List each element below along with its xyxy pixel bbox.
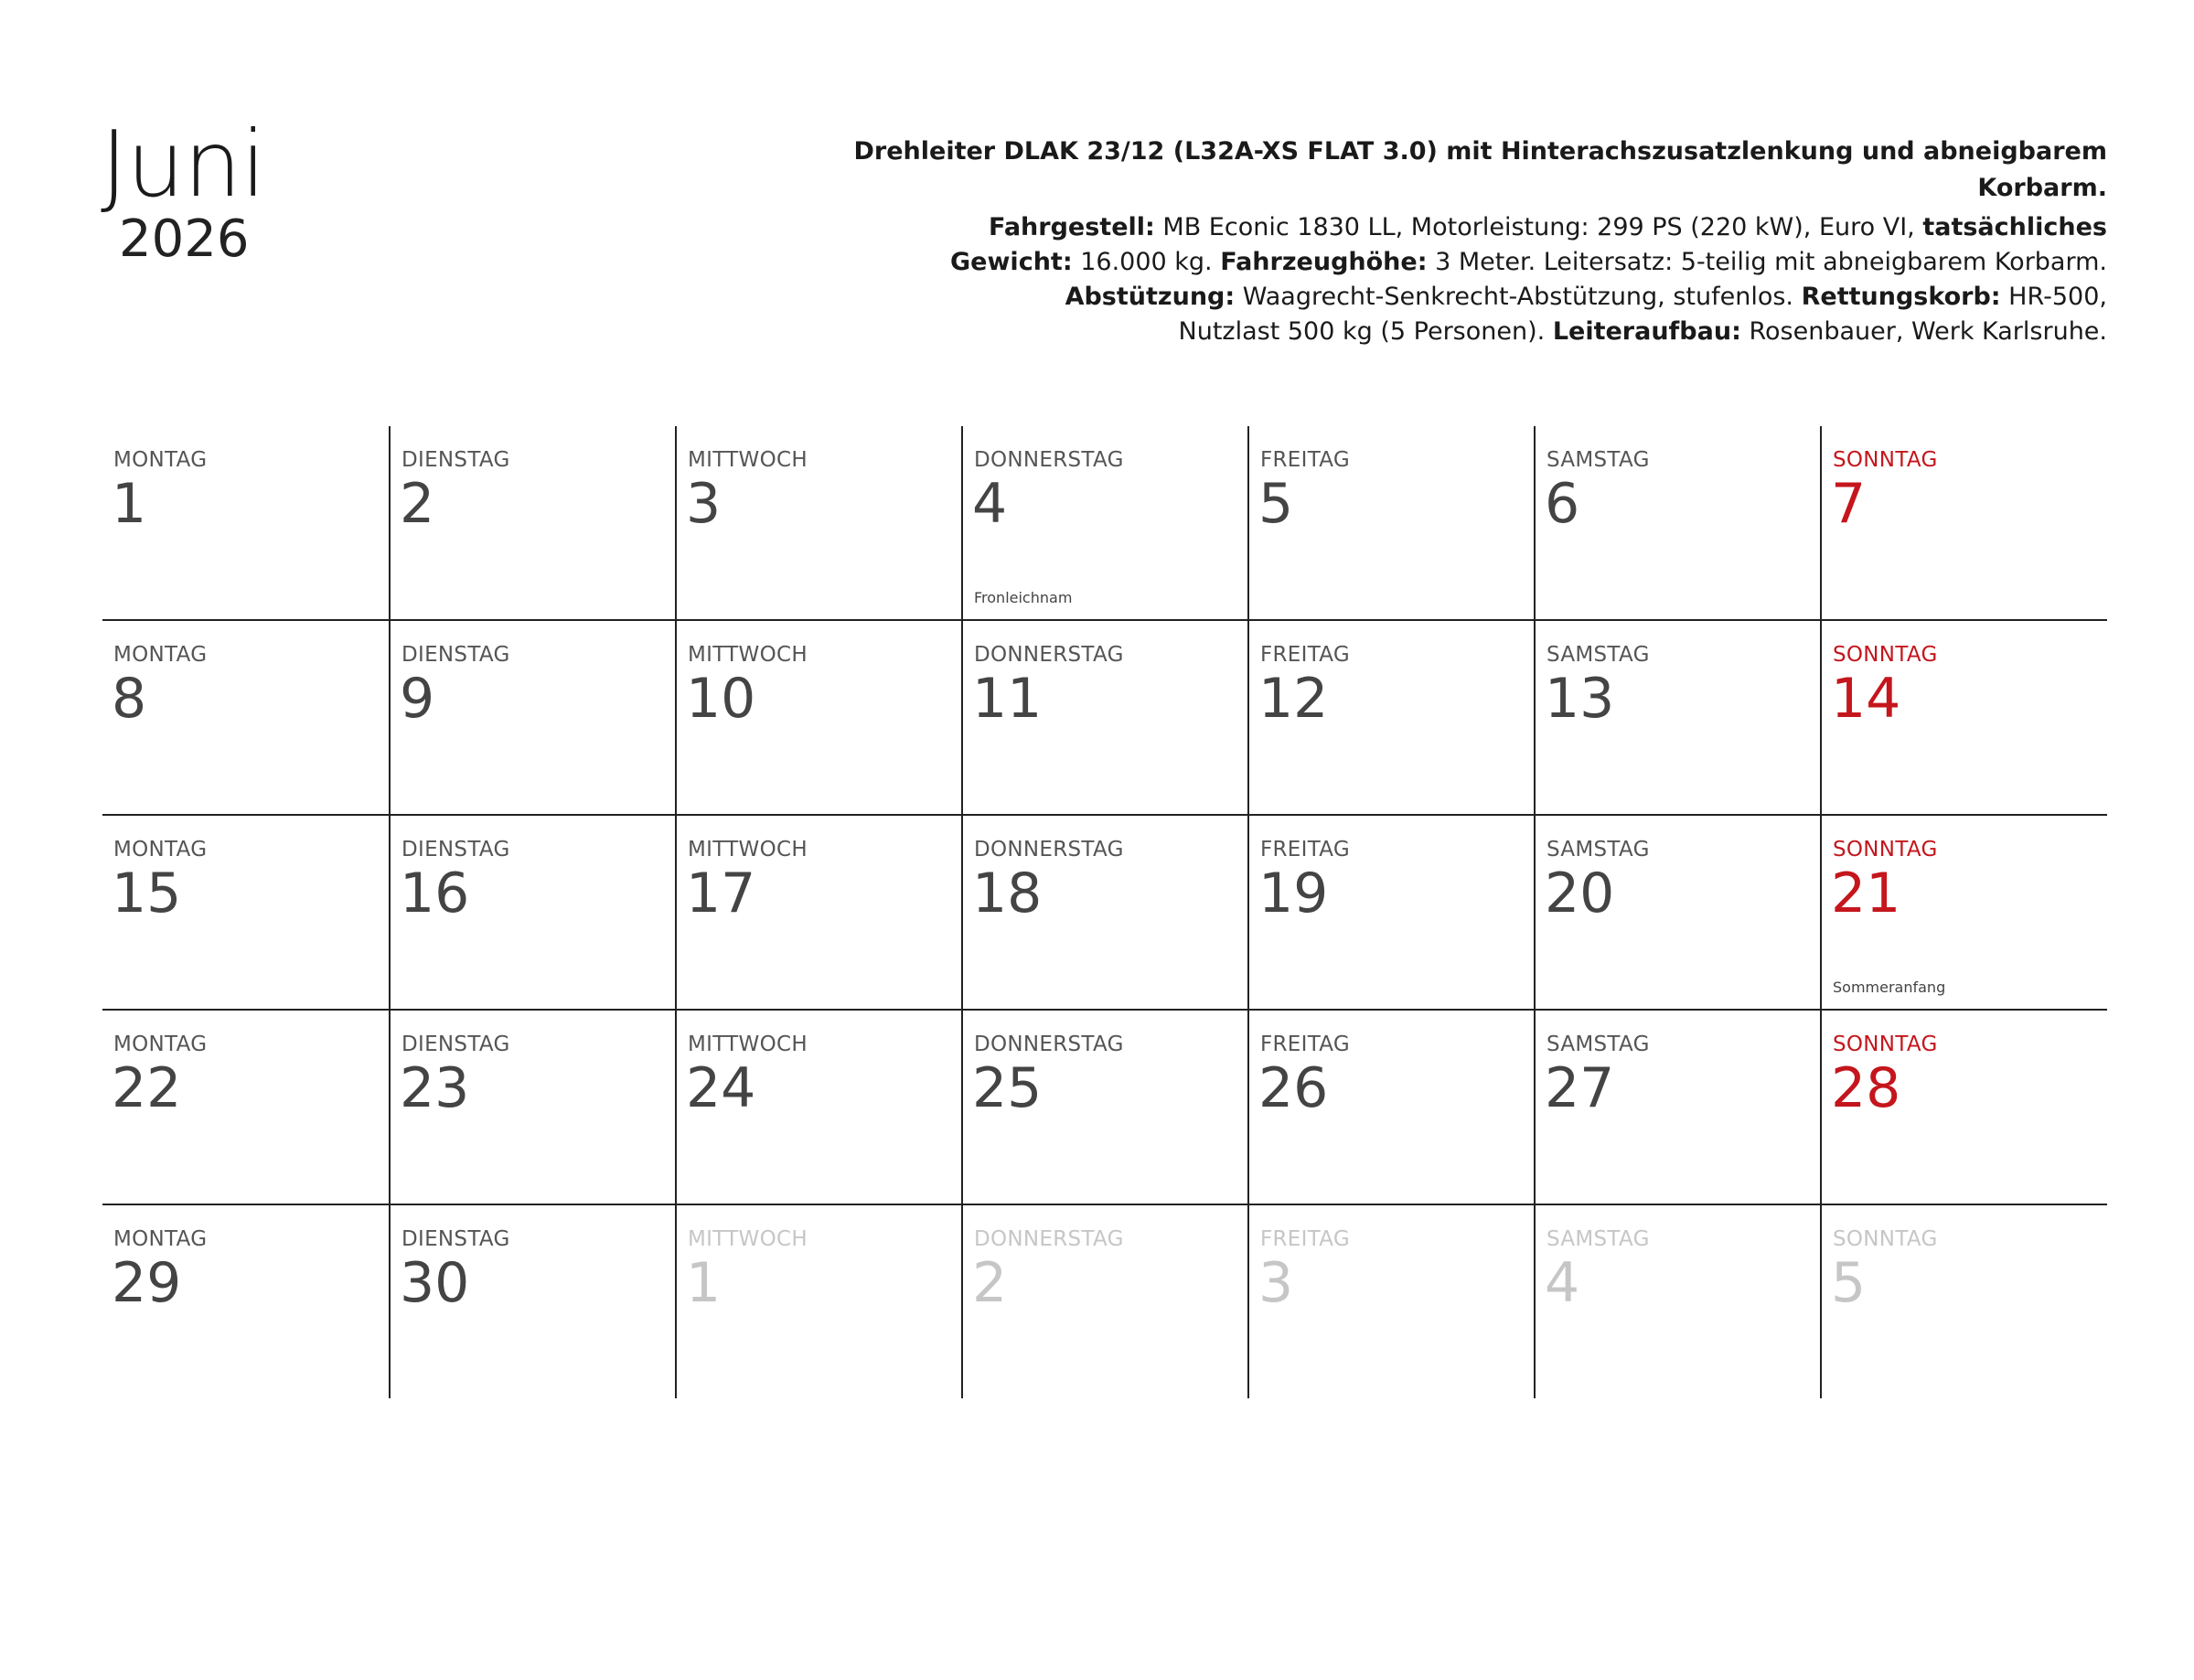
day-number: 25 (972, 1056, 1043, 1120)
weekday-label: MONTAG (113, 1033, 208, 1056)
day-cell (389, 816, 675, 1009)
day-cell (675, 621, 961, 814)
day-number: 4 (1545, 1251, 1580, 1315)
weekday-label: SONNTAG (1833, 838, 1938, 861)
week-row (102, 619, 2107, 814)
day-number: 14 (1831, 667, 1901, 731)
weekday-label: FREITAG (1260, 448, 1351, 472)
day-cell (1247, 1205, 1534, 1398)
weekday-label: MONTAG (113, 838, 208, 861)
day-cell (102, 816, 389, 1009)
day-cell (961, 816, 1247, 1009)
weekday-label: MITTWOCH (688, 838, 808, 861)
weekday-label: SAMSTAG (1547, 1227, 1650, 1251)
year-label: 2026 (119, 209, 250, 269)
vehicle-description (735, 134, 2107, 349)
weekday-label: FREITAG (1260, 838, 1351, 861)
weekday-label: SONNTAG (1833, 448, 1938, 472)
description-label: Fahrzeughöhe: (1220, 248, 1428, 276)
day-cell (675, 426, 961, 619)
weekday-label: DONNERSTAG (974, 1227, 1124, 1251)
day-cell (1820, 1011, 2106, 1204)
weekday-label: DONNERSTAG (974, 643, 1124, 667)
day-number: 17 (686, 861, 756, 926)
week-row (102, 426, 2107, 619)
day-cell (102, 426, 389, 619)
day-cell (1820, 816, 2106, 1009)
day-number: 22 (112, 1056, 182, 1120)
day-number: 7 (1831, 472, 1867, 536)
day-cell (961, 426, 1247, 619)
weekday-label: MITTWOCH (688, 1227, 808, 1251)
day-cell (961, 1205, 1247, 1398)
day-cell (675, 816, 961, 1009)
description-line (735, 210, 2107, 245)
day-cell (675, 1011, 961, 1204)
day-cell (1820, 426, 2106, 619)
day-cell (389, 1205, 675, 1398)
day-number: 18 (972, 861, 1043, 926)
weekday-label: MITTWOCH (688, 1033, 808, 1056)
day-cell (389, 426, 675, 619)
week-row (102, 1204, 2107, 1398)
day-number: 19 (1258, 861, 1329, 926)
day-cell (389, 1011, 675, 1204)
description-label: Rettungskorb: (1801, 283, 2001, 311)
description-line (735, 280, 2107, 315)
day-number: 26 (1258, 1056, 1329, 1120)
day-cell (1247, 621, 1534, 814)
day-cell (1534, 1205, 1820, 1398)
description-text: 16.000 kg. (1072, 248, 1221, 276)
day-cell (1534, 816, 1820, 1009)
weekday-label: SAMSTAG (1547, 448, 1650, 472)
description-line (735, 315, 2107, 349)
day-number: 23 (400, 1056, 470, 1120)
weekday-label: DONNERSTAG (974, 1033, 1124, 1056)
day-number: 29 (112, 1251, 182, 1315)
week-row (102, 1009, 2107, 1204)
weekday-label: SAMSTAG (1547, 838, 1650, 861)
day-number: 12 (1258, 667, 1329, 731)
day-number: 11 (972, 667, 1043, 731)
description-line (735, 245, 2107, 280)
holiday-note: Fronleichnam (974, 589, 1073, 606)
day-number: 1 (686, 1251, 722, 1315)
description-label: Abstützung: (1065, 283, 1236, 311)
weekday-label: MONTAG (113, 1227, 208, 1251)
day-cell (102, 1011, 389, 1204)
day-number: 27 (1545, 1056, 1615, 1120)
weekday-label: MITTWOCH (688, 643, 808, 667)
day-number: 10 (686, 667, 756, 731)
weekday-label: SONNTAG (1833, 643, 1938, 667)
day-cell (1820, 621, 2106, 814)
month-title: Juni (101, 111, 266, 218)
week-row (102, 814, 2107, 1009)
day-cell (102, 1205, 389, 1398)
description-text: Waagrecht-Senkrecht-Abstützung, stufenlos. (1235, 283, 1802, 311)
day-number: 2 (972, 1251, 1008, 1315)
description-text: Rosenbauer, Werk Karlsruhe. (1740, 317, 2107, 346)
description-label: Fahrgestell: (988, 213, 1155, 241)
weekday-label: MITTWOCH (688, 448, 808, 472)
month-grid (102, 426, 2107, 1398)
day-cell (1534, 1011, 1820, 1204)
day-cell (1820, 1205, 2106, 1398)
day-cell (675, 1205, 961, 1398)
day-cell (1247, 1011, 1534, 1204)
day-number: 20 (1545, 861, 1615, 926)
description-label: tatsächliches (1922, 213, 2107, 241)
day-number: 9 (400, 667, 435, 731)
weekday-label: DIENSTAG (401, 1033, 510, 1056)
weekday-label: SONNTAG (1833, 1227, 1938, 1251)
day-number: 1 (112, 472, 147, 536)
weekday-label: DIENSTAG (401, 448, 510, 472)
description-label: Gewicht: (950, 248, 1073, 276)
weekday-label: DONNERSTAG (974, 838, 1124, 861)
weekday-label: MONTAG (113, 448, 208, 472)
weekday-label: DONNERSTAG (974, 448, 1124, 472)
day-number: 8 (112, 667, 147, 731)
weekday-label: MONTAG (113, 643, 208, 667)
day-cell (1247, 816, 1534, 1009)
weekday-label: DIENSTAG (401, 643, 510, 667)
weekday-label: FREITAG (1260, 643, 1351, 667)
description-text: HR-500, (2000, 283, 2107, 311)
day-number: 3 (1258, 1251, 1294, 1315)
day-number: 5 (1258, 472, 1294, 536)
weekday-label: SAMSTAG (1547, 1033, 1650, 1056)
day-cell (389, 621, 675, 814)
description-text: MB Econic 1830 LL, Motorleistung: 299 PS (220 kW), Euro VI, (1154, 213, 1923, 241)
day-number: 2 (400, 472, 435, 536)
day-number: 5 (1831, 1251, 1867, 1315)
day-cell (1247, 426, 1534, 619)
weekday-label: FREITAG (1260, 1033, 1351, 1056)
holiday-note: Sommeranfang (1833, 979, 1946, 996)
day-cell (1534, 426, 1820, 619)
day-cell (1534, 621, 1820, 814)
day-number: 13 (1545, 667, 1615, 731)
day-cell (961, 1011, 1247, 1204)
day-number: 4 (972, 472, 1008, 536)
day-cell (961, 621, 1247, 814)
day-number: 6 (1545, 472, 1580, 536)
day-number: 24 (686, 1056, 756, 1120)
vehicle-title: Drehleiter DLAK 23/12 (L32A-XS FLAT 3.0) mit Hinterachszusatzlenkung und abneigbarem Korbarm. (853, 137, 2107, 202)
weekday-label: SONNTAG (1833, 1033, 1938, 1056)
weekday-label: SAMSTAG (1547, 643, 1650, 667)
day-cell (102, 621, 389, 814)
day-number: 3 (686, 472, 722, 536)
day-number: 30 (400, 1251, 470, 1315)
day-number: 28 (1831, 1056, 1901, 1120)
description-text: 3 Meter. Leitersatz: 5-teilig mit abneigbarem Korbarm. (1427, 248, 2107, 276)
description-text: Nutzlast 500 kg (5 Personen). (1178, 317, 1553, 346)
weekday-label: FREITAG (1260, 1227, 1351, 1251)
day-number: 15 (112, 861, 182, 926)
day-number: 16 (400, 861, 470, 926)
weekday-label: DIENSTAG (401, 1227, 510, 1251)
description-label: Leiteraufbau: (1552, 317, 1741, 346)
day-number: 21 (1831, 861, 1901, 926)
weekday-label: DIENSTAG (401, 838, 510, 861)
